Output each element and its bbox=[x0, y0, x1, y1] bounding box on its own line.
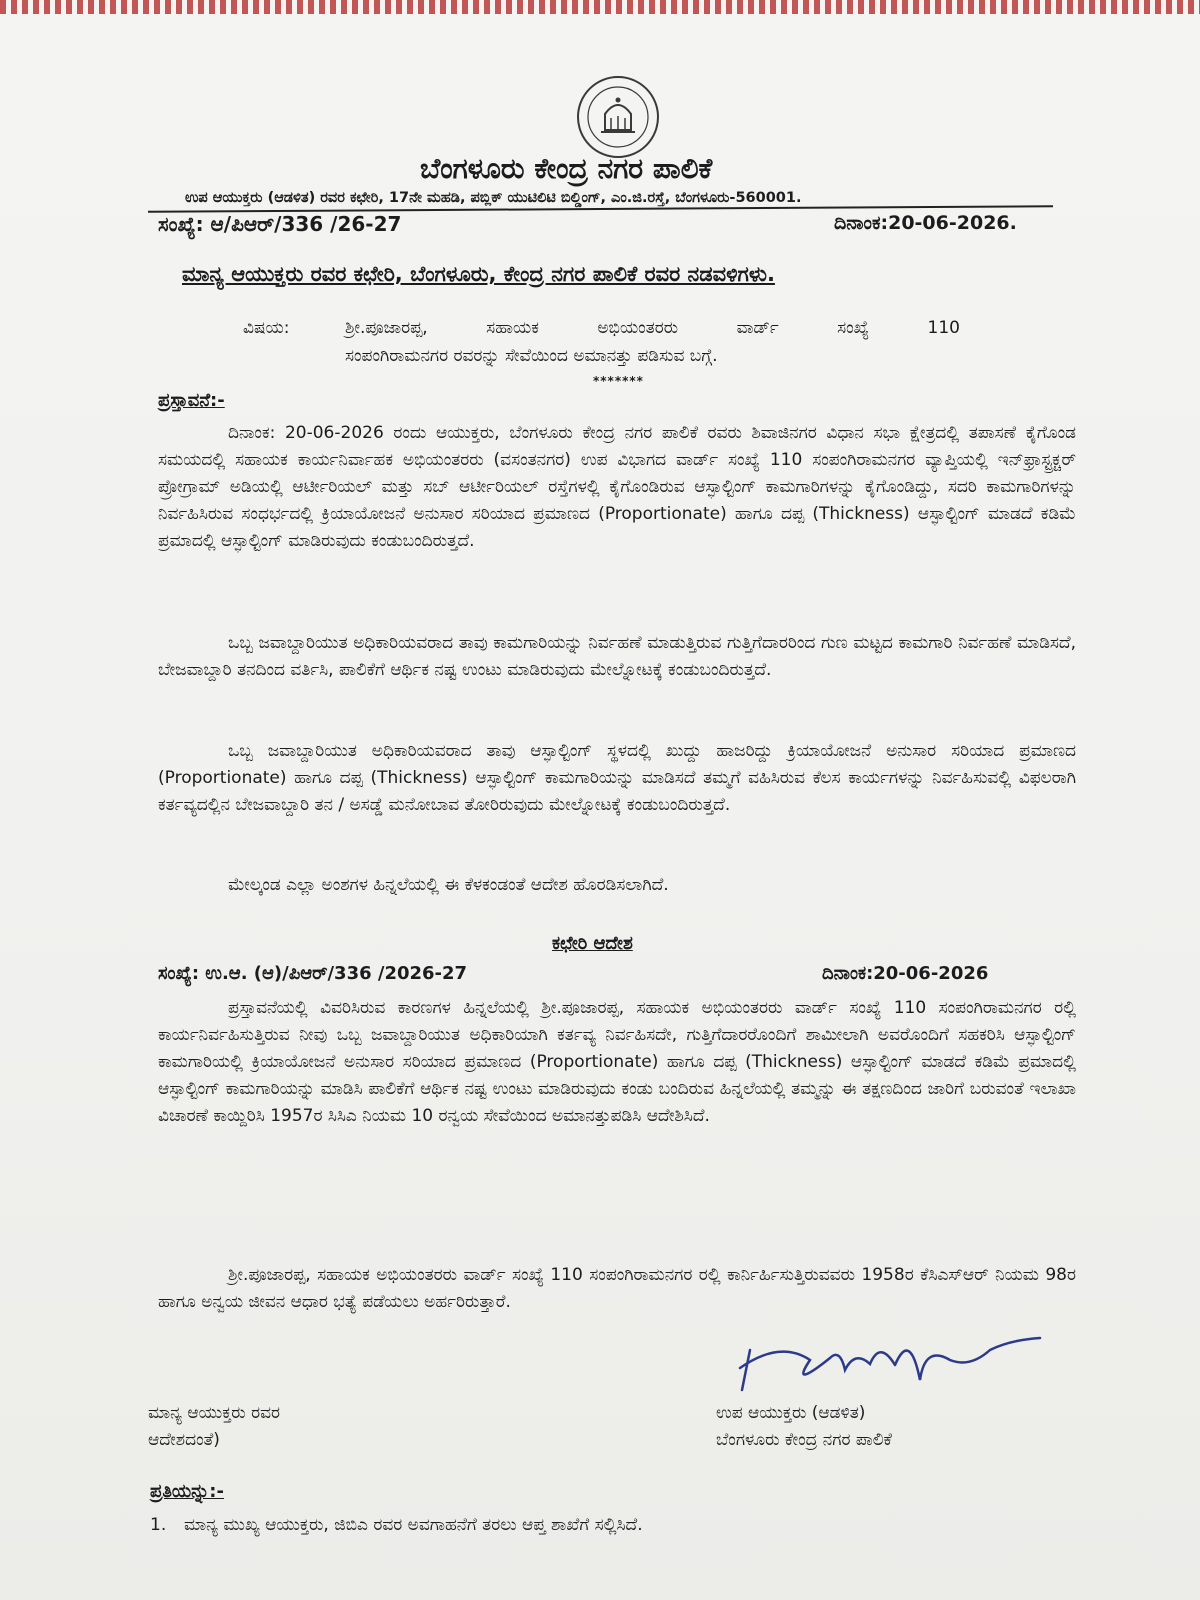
order-paragraph-2-text: ಶ್ರೀ.ಪೂಜಾರಪ್ಪ, ಸಹಾಯಕ ಅಭಿಯಂತರರು ವಾರ್ಡ್ ಸಂಖ್ಯೆ 110 ಸಂಪಂಗಿರಾಮನಗರ ರಲ್ಲಿ ಕಾರ್ನಿರ್ಹಿಸುತ್ತಿರುವವರು 1958ರ ಕೆಸಿಎಸ್‌ಆರ್ ನಿಯಮ 98ರ ಹಾಗೂ ಅನ್ವಯ ಜೀವನ ಆಧಾರ ಭತ್ಯೆ ಪಡೆಯಲು ಅರ್ಹರಿರುತ್ತಾರೆ. bbox=[158, 1265, 1076, 1312]
order-paragraph-1-text: ಪ್ರಸ್ತಾವನೆಯಲ್ಲಿ ವಿವರಿಸಿರುವ ಕಾರಣಗಳ ಹಿನ್ನಲೆಯಲ್ಲಿ ಶ್ರೀ.ಪೂಜಾರಪ್ಪ, ಸಹಾಯಕ ಅಭಿಯಂತರರು ವಾರ್ಡ್ ಸಂಖ್ಯೆ 110 ಸಂಪಂಗಿರಾಮನಗರ ರಲ್ಲಿ ಕಾರ್ಯನಿರ್ವಹಿಸುತ್ತಿರುವ ನೀವು ಒಬ್ಬ ಜವಾಬ್ದಾರಿಯುತ ಅಧಿಕಾರಿಯಾಗಿ ಕರ್ತವ್ಯ ನಿರ್ವಹಿಸದೇ, ಗುತ್ತಿಗೆದಾರರೊಂದಿಗೆ ಶಾಮೀಲಾಗಿ ಅವರೊಂದಿಗೆ ಸಹಕರಿಸಿ ಆಸ್ಫಾಲ್ಟಿಂಗ್ ಕಾಮಗಾರಿಯಲ್ಲಿ ಕ್ರಿಯಾಯೋಜನೆ ಅನುಸಾರ ಸರಿಯಾದ ಪ್ರಮಾಣದ (Proportionate) ಹಾಗೂ ದಪ್ಪ (Thickness) ಆಸ್ಫಾಲ್ಟಿಂಗ್ ಮಾಡದೆ ಕಡಿಮೆ ಪ್ರಮಾದಲ್ಲಿ ಆಸ್ಫಾಲ್ಟಿಂಗ್ ಕಾಮಗಾರಿಯನ್ನು ಮಾಡಿಸಿ ಪಾಲಿಕೆಗೆ ಆರ್ಥಿಕ ನಷ್ಟ ಉಂಟು ಮಾಡಿರುವುದು ಕಂಡು ಬಂದಿರುವ ಹಿನ್ನಲೆಯಲ್ಲಿ ತಮ್ಮನ್ನು ಈ ತಕ್ಷಣದಿಂದ ಜಾರಿಗೆ ಬರುವಂತೆ ಇಲಾಖಾ ವಿಚಾರಣೆ ಕಾಯ್ದಿರಿಸಿ 1957ರ ಸಿಸಿಎ ನಿಯಮ 10 ರನ್ವಯ ಸೇವೆಯಿಂದ ಅಮಾನತ್ತುಪಡಿಸಿ ಆದೇಶಿಸಿದೆ. bbox=[158, 998, 1076, 1126]
copy-to-item bbox=[150, 1515, 643, 1535]
preamble-heading: ಪ್ರಸ್ತಾವನೆ:- bbox=[158, 390, 225, 411]
preamble-paragraph-4-text: ಮೇಲ್ಕಂಡ ಎಲ್ಲಾ ಅಂಶಗಳ ಹಿನ್ನಲೆಯಲ್ಲಿ ಈ ಕೆಳಕಂಡಂತೆ ಆದೇಶ ಹೊರಡಿಸಲಾಗಿದೆ. bbox=[228, 875, 669, 895]
signoff-organization: ಬೆಂಗಳೂರು ಕೇಂದ್ರ ನಗರ ಪಾಲಿಕೆ bbox=[716, 1430, 892, 1450]
order-reference-number: ಸಂಖ್ಯೆ: ಉ.ಆ. (ಆ)/ಪಿಆರ್/336 /2026-27 bbox=[158, 963, 468, 984]
signoff-right bbox=[716, 1400, 1046, 1454]
office-address: ಉಪ ಆಯುಕ್ತರು (ಆಡಳಿತ) ರವರ ಕಛೇರಿ, 17ನೇ ಮಹಡಿ, ಪಬ್ಲಿಕ್ ಯುಟಿಲಿಟಿ ಬಿಲ್ಡಿಂಗ್, ಎಂ.ಜಿ.ರಸ್ತೆ, ಬೆಂಗಳೂರು-560001. bbox=[185, 190, 802, 206]
copy-to-heading: ಪ್ರತಿಯನ್ನು:- bbox=[150, 1481, 224, 1502]
proceedings-heading: ಮಾನ್ಯ ಆಯುಕ್ತರು ರವರ ಕಛೇರಿ, ಬೆಂಗಳೂರು, ಕೇಂದ್ರ ನಗರ ಪಾಲಿಕೆ ರವರ ನಡವಳಿಗಳು. bbox=[182, 262, 775, 286]
subject-line-2: ಸಂಪಂಗಿರಾಮನಗರ ರವರನ್ನು ಸೇವೆಯಿಂದ ಅಮಾನತ್ತು ಪಡಿಸುವ ಬಗ್ಗೆ. bbox=[345, 346, 718, 366]
order-paragraph-1 bbox=[158, 995, 1076, 1130]
preamble-paragraph-2 bbox=[158, 630, 1076, 684]
torn-edge-decoration bbox=[0, 0, 1200, 14]
preamble-paragraph-3-text: ಒಬ್ಬ ಜವಾಬ್ದಾರಿಯುತ ಅಧಿಕಾರಿಯವರಾದ ತಾವು ಆಸ್ಫಾಲ್ಟಿಂಗ್ ಸ್ಥಳದಲ್ಲಿ ಖುದ್ದು ಹಾಜರಿದ್ದು ಕ್ರಿಯಾಯೋಜನೆ ಅನುಸಾರ ಸರಿಯಾದ ಪ್ರಮಾಣದ (Proportionate) ಹಾಗೂ ದಪ್ಪ (Thickness) ಆಸ್ಫಾಲ್ಟಿಂಗ್ ಕಾಮಗಾರಿಯನ್ನು ಮಾಡಿಸದೆ ತಮ್ಮಗೆ ವಹಿಸಿರುವ ಕೆಲಸ ಕಾರ್ಯಗಳನ್ನು ನಿರ್ವಹಿಸುವಲ್ಲಿ ವಿಫಲರಾಗಿ ಕರ್ತವ್ಯದಲ್ಲಿನ ಬೇಜವಾಬ್ದಾರಿ ತನ / ಅಸಡ್ಡೆ ಮನೋಬಾವ ತೋರಿರುವುದು ಮೇಲ್ನೋಟಕ್ಕೆ ಕಂಡುಬಂದಿರುತ್ತದೆ. bbox=[158, 741, 1076, 815]
municipal-seal-icon bbox=[575, 74, 661, 160]
signoff-left-line-2: ಆದೇಶದಂತೆ) bbox=[148, 1430, 220, 1450]
subject-line-1: ಶ್ರೀ.ಪೂಜಾರಪ್ಪ, ಸಹಾಯಕ ಅಭಿಯಂತರರು ವಾರ್ಡ್ ಸಂಖ್ಯೆ 110 bbox=[345, 318, 960, 338]
preamble-paragraph-1-text: ದಿನಾಂಕ: 20-06-2026 ರಂದು ಆಯುಕ್ತರು, ಬೆಂಗಳೂರು ಕೇಂದ್ರ ನಗರ ಪಾಲಿಕೆ ರವರು ಶಿವಾಜಿನಗರ ವಿಧಾನ ಸಭಾ ಕ್ಷೇತ್ರದಲ್ಲಿ ತಪಾಸಣೆ ಕೈಗೊಂಡ ಸಮಯದಲ್ಲಿ ಸಹಾಯಕ ಕಾರ್ಯನಿರ್ವಾಹಕ ಅಭಿಯಂತರರು (ವಸಂತನಗರ) ಉಪ ವಿಭಾಗದ ವಾರ್ಡ್ ಸಂಖ್ಯೆ 110 ಸಂಪಂಗಿರಾಮನಗರ ವ್ಯಾಪ್ತಿಯಲ್ಲಿ ಇನ್‌ಫ್ರಾಸ್ಟ್ರಕ್ಚರ್ ಪ್ರೋಗ್ರಾಮ್ ಅಡಿಯಲ್ಲಿ ಆರ್ಟೀರಿಯಲ್ ಮತ್ತು ಸಬ್ ಆರ್ಟೀರಿಯಲ್ ರಸ್ತೆಗಳಲ್ಲಿ ಕೈಗೊಂಡಿರುವ ಆಸ್ಫಾಲ್ಟಿಂಗ್ ಕಾಮಗಾರಿಗಳನ್ನು ಕೈಗೊಂಡಿದ್ದು, ಸದರಿ ಕಾಮಗಾರಿಗಳನ್ನು ನಿರ್ವಹಿಸಿರುವ ಸಂಧರ್ಭದಲ್ಲಿ ಕ್ರಿಯಾಯೋಜನೆ ಅನುಸಾರ ಸರಿಯಾದ ಪ್ರಮಾಣದ (Proportionate) ಹಾಗೂ ದಪ್ಪ (Thickness) ಆಸ್ಫಾಲ್ಟಿಂಗ್ ಮಾಡದೆ ಕಡಿಮೆ ಪ್ರಮಾದಲ್ಲಿ ಆಸ್ಫಾಲ್ಟಿಂಗ್ ಮಾಡಿರುವುದು ಕಂಡುಬಂದಿರುತ್ತದೆ. bbox=[158, 423, 1076, 551]
order-date: ದಿನಾಂಕ:20-06-2026 bbox=[822, 963, 989, 984]
signoff-left bbox=[148, 1400, 448, 1454]
preamble-paragraph-2-text: ಒಬ್ಬ ಜವಾಬ್ದಾರಿಯುತ ಅಧಿಕಾರಿಯವರಾದ ತಾವು ಕಾಮಗಾರಿಯನ್ನು ನಿರ್ವಹಣೆ ಮಾಡುತ್ತಿರುವ ಗುತ್ತಿಗೆದಾರರಿಂದ ಗುಣ ಮಟ್ಟದ ಕಾಮಗಾರಿ ನಿರ್ವಹಣೆ ಮಾಡಿಸದೆ, ಬೇಜವಾಬ್ದಾರಿ ತನದಿಂದ ವರ್ತಿಸಿ, ಪಾಲಿಕೆಗೆ ಆರ್ಥಿಕ ನಷ್ಟ ಉಂಟು ಮಾಡಿರುವುದು ಮೇಲ್ನೋಟಕ್ಕೆ ಕಂಡುಬಂದಿರುತ್ತದೆ. bbox=[158, 633, 1076, 680]
subject-separator: ******* bbox=[593, 374, 644, 388]
copy-to-item-text: ಮಾನ್ಯ ಮುಖ್ಯ ಆಯುಕ್ತರು, ಜಿಬಿಎ ರವರ ಅವಗಾಹನೆಗೆ ತರಲು ಆಪ್ತ ಶಾಖೆಗೆ ಸಲ್ಲಿಸಿದೆ. bbox=[184, 1515, 643, 1535]
officer-signature bbox=[720, 1320, 1060, 1400]
reference-number: ಸಂಖ್ಯೆ: ಆ/ಪಿಆರ್/336 /26-27 bbox=[158, 212, 402, 236]
organization-title: ಬೆಂಗಳೂರು ಕೇಂದ್ರ ನಗರ ಪಾಲಿಕೆ bbox=[420, 152, 713, 185]
office-order-heading: ಕಛೇರಿ ಆದೇಶ bbox=[552, 933, 633, 954]
signoff-designation: ಉಪ ಆಯುಕ್ತರು (ಆಡಳಿತ) bbox=[716, 1403, 866, 1423]
signoff-left-line-1: ಮಾನ್ಯ ಆಯುಕ್ತರು ರವರ bbox=[148, 1403, 281, 1423]
copy-to-item-number: 1. bbox=[150, 1515, 167, 1535]
order-paragraph-2 bbox=[158, 1262, 1076, 1316]
subject-label: ವಿಷಯ: bbox=[243, 318, 290, 338]
preamble-paragraph-3 bbox=[158, 738, 1076, 819]
preamble-paragraph-4 bbox=[158, 872, 1076, 899]
preamble-paragraph-1 bbox=[158, 420, 1076, 555]
reference-date: ದಿನಾಂಕ:20-06-2026. bbox=[834, 212, 1017, 234]
